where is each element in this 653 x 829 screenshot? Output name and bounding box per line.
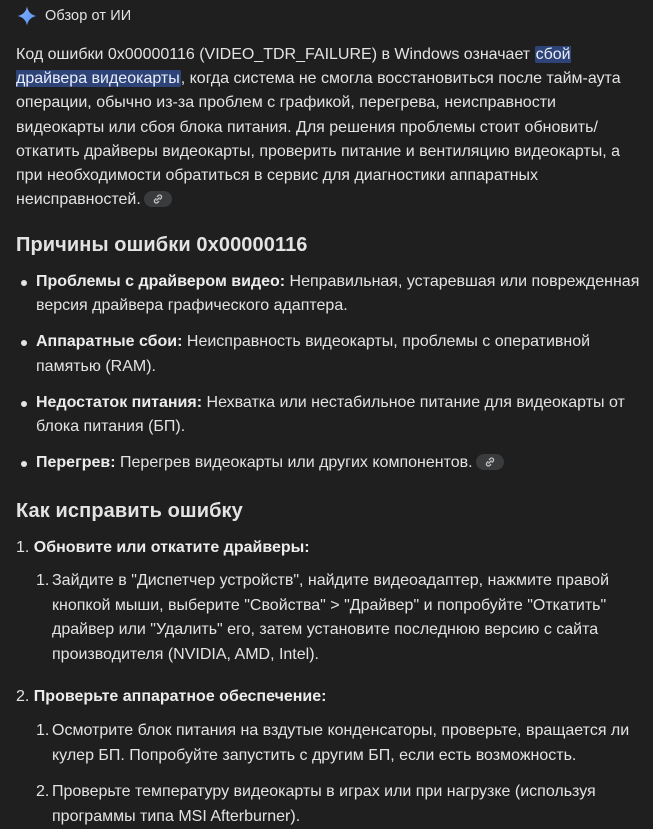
sub-step-marker: 2. bbox=[36, 783, 50, 800]
ai-overview-title: Обзор от ИИ bbox=[45, 8, 132, 24]
highlighted-phrase[interactable]: сбой драйвера видеокарты bbox=[16, 46, 571, 88]
cause-title: Аппаратные сбои: bbox=[36, 333, 183, 351]
link-icon bbox=[151, 192, 165, 206]
link-icon bbox=[483, 455, 497, 469]
gemini-sparkle-icon bbox=[16, 5, 38, 27]
fix-step bbox=[16, 685, 326, 709]
sub-step bbox=[36, 780, 648, 829]
step-title: Обновите или откатите драйверы: bbox=[33, 539, 310, 556]
ai-overview-header bbox=[16, 5, 131, 27]
intro-paragraph bbox=[16, 43, 646, 212]
causes-heading: Причины ошибки 0x00000116 bbox=[16, 234, 308, 256]
sub-step-text: Зайдите в "Диспетчер устройств", найдите видеоадаптер, нажмите правой кнопкой мыши, выберите "Свойства" > "Драйвер" и попробуйте "Откатить" драйвер или "Удалить" его, затем установите последнюю версию с сайта производителя (NVIDIA, AMD, Intel). bbox=[52, 572, 610, 663]
source-link-button[interactable] bbox=[144, 191, 172, 207]
cause-text: Нехватка или нестабильное питание для видеокарты от блока питания (БП). bbox=[36, 393, 625, 436]
step-title: Проверьте аппаратное обеспечение: bbox=[33, 688, 327, 705]
cause-title: Недостаток питания: bbox=[36, 393, 203, 411]
cause-text: Неправильная, устаревшая или поврежденная версия драйвера графического адаптера. bbox=[36, 273, 640, 315]
list-item bbox=[16, 330, 646, 378]
intro-text-2: , когда система не смогла восстановиться после тайм-аута операции, обычно из-за проблем с графикой, перегрева, неисправности видеокарты или сбоя блока питания. Для решения проблемы стоит обновить/откатить драйверы видеокарты, проверить питание и вентиляцию видеокарты, а при необходимости обратиться в сервис для диагностики аппаратных неисправностей. bbox=[16, 70, 621, 209]
sub-step bbox=[36, 719, 648, 768]
cause-title: Перегрев: bbox=[36, 454, 116, 472]
sub-step bbox=[36, 569, 648, 667]
list-item bbox=[16, 270, 646, 318]
source-link-button[interactable] bbox=[476, 454, 504, 470]
fix-heading: Как исправить ошибку bbox=[16, 500, 243, 522]
fix-step bbox=[16, 536, 310, 560]
cause-title: Проблемы с драйвером видео: bbox=[36, 273, 286, 290]
cause-text: Неисправность видеокарты, проблемы с оперативной памятью (RAM). bbox=[36, 333, 591, 375]
sub-step-text: Осмотрите блок питания на вздутые конденсаторы, проверьте, вращается ли кулер БП. Попробуйте запустить с другим БП, если есть возможность. bbox=[52, 722, 630, 764]
step-marker: 2. bbox=[16, 688, 30, 705]
sub-step-marker: 1. bbox=[36, 722, 50, 739]
cause-text: Перегрев видеокарты или других компонентов. bbox=[115, 454, 473, 472]
intro-text-1: Код ошибки 0x00000116 (VIDEO_TDR_FAILURE) в Windows означает bbox=[16, 46, 535, 63]
causes-list bbox=[16, 270, 646, 475]
step-marker: 1. bbox=[16, 539, 30, 556]
list-item bbox=[16, 451, 646, 475]
list-item bbox=[16, 391, 646, 439]
sub-step-marker: 1. bbox=[36, 572, 50, 589]
sub-step-text: Проверьте температуру видеокарты в играх или при нагрузке (используя программы типа MSI Afterburner). bbox=[52, 783, 596, 825]
